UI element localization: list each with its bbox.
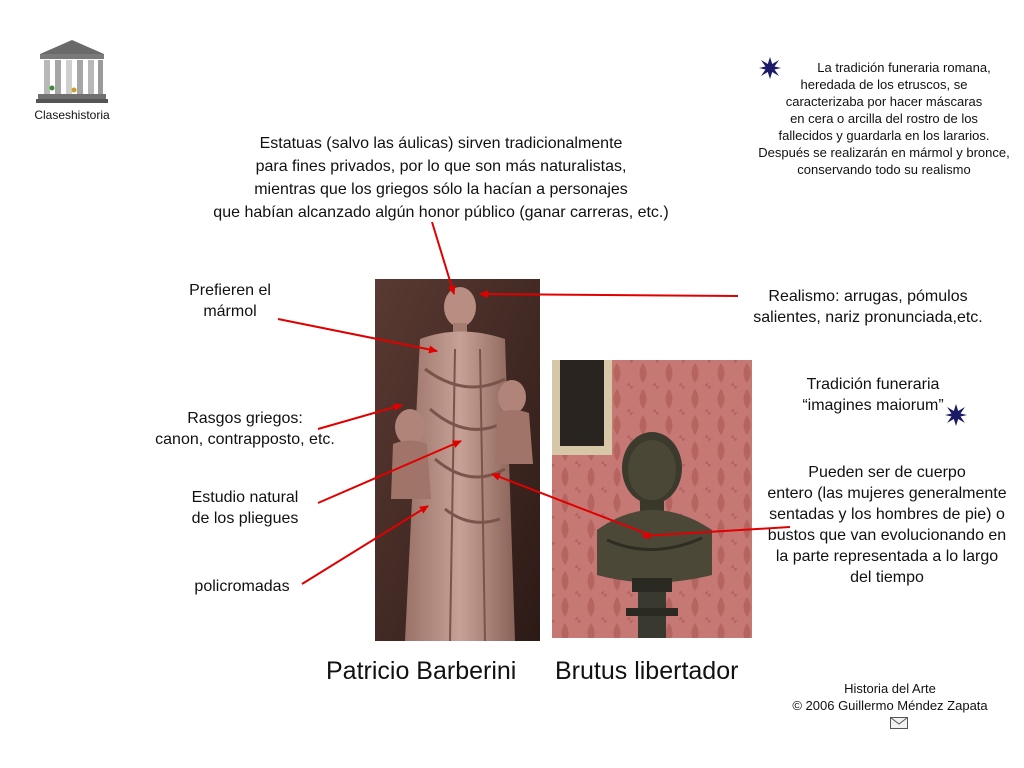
- label-line: policromadas: [194, 578, 290, 595]
- label-line: “imagines maiorum”: [802, 397, 944, 414]
- label-line: de los pliegues: [191, 510, 299, 527]
- top-right-line: caracterizaba por hacer máscaras: [785, 94, 983, 109]
- label-line: Prefieren el: [189, 282, 271, 299]
- mail-icon[interactable]: [890, 716, 908, 728]
- caption-brutus: Brutus libertador: [555, 657, 739, 685]
- label-line: bustos que van evolucionando en: [767, 527, 1007, 544]
- label-fold-study: [160, 487, 330, 529]
- temple-logo-icon[interactable]: [36, 38, 108, 104]
- label-line: sentadas y los hombres de pie) o: [769, 506, 1005, 523]
- label-line: Tradición funeraria: [806, 376, 940, 393]
- label-line: Estudio natural: [191, 489, 299, 506]
- label-line: Realismo: arrugas, pómulos: [768, 288, 968, 305]
- label-line: canon, contrapposto, etc.: [155, 431, 335, 448]
- label-marble: [150, 280, 310, 322]
- label-body-busts: [752, 462, 1022, 588]
- star-bullet-icon: [945, 404, 967, 426]
- footer: [780, 680, 1000, 714]
- label-polychrome: [172, 576, 312, 597]
- label-greek-traits: [120, 408, 370, 450]
- top-right-line: fallecidos y guardarla en los lararios.: [778, 128, 990, 143]
- footer-copyright: © 2006 Guillermo Méndez Zapata: [792, 698, 988, 713]
- label-line: del tiempo: [850, 569, 924, 586]
- footer-title: Historia del Arte: [844, 681, 936, 696]
- top-note: [196, 132, 686, 224]
- top-right-line: conservando todo su realismo: [797, 162, 971, 177]
- top-note-line: para fines privados, por lo que son más naturalistas,: [255, 158, 627, 175]
- top-right-note: [744, 59, 1024, 178]
- brutus-bust-photo: [552, 360, 752, 638]
- top-note-line: mientras que los griegos sólo la hacían a personajes: [254, 181, 628, 198]
- top-right-line: La tradición funeraria romana,: [817, 60, 991, 75]
- barberini-statue-photo: [375, 279, 540, 641]
- top-right-line: heredada de los etruscos, se: [800, 77, 968, 92]
- top-right-line: en cera o arcilla del rostro de los: [790, 111, 978, 126]
- label-line: Pueden ser de cuerpo: [808, 464, 966, 481]
- logo-label: Claseshistoria: [34, 108, 110, 122]
- caption-barberini: Patricio Barberini: [326, 657, 517, 685]
- label-line: entero (las mujeres generalmente: [767, 485, 1007, 502]
- label-realism: [738, 286, 998, 328]
- label-line: Rasgos griegos:: [187, 410, 303, 427]
- top-note-line: Estatuas (salvo las áulicas) sirven tradicionalmente: [259, 135, 623, 152]
- top-right-line: Después se realizarán en mármol y bronce,: [758, 145, 1010, 160]
- label-line: mármol: [203, 303, 257, 320]
- label-line: la parte representada a lo largo: [775, 548, 999, 565]
- label-line: salientes, nariz pronunciada,etc.: [753, 309, 983, 326]
- top-note-line: que habían alcanzado algún honor público (ganar carreras, etc.): [213, 204, 669, 221]
